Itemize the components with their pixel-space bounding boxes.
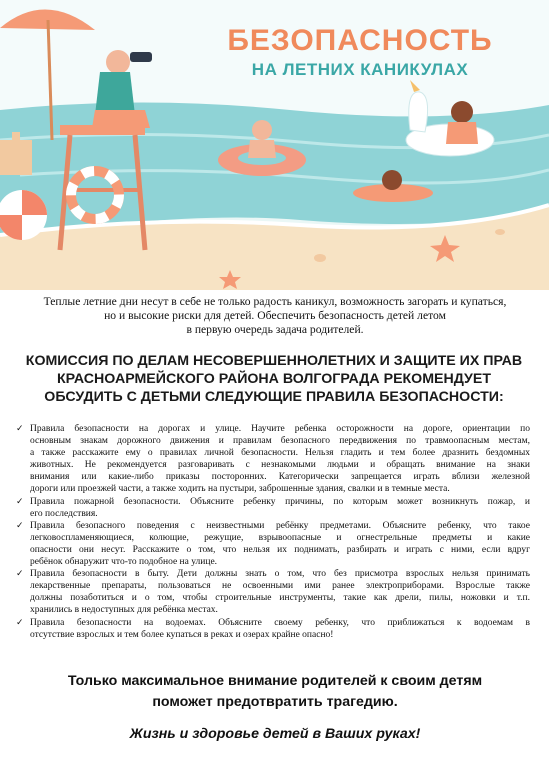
heading-line: КОМИССИЯ ПО ДЕЛАМ НЕСОВЕРШЕННОЛЕТНИХ И ЗАЩИТЕ ИХ ПРАВ [25,353,523,369]
intro-paragraph [20,295,530,337]
rule-water-safety [14,617,530,641]
rule-line: его последствия. [30,508,98,519]
checkmark-icon: ✓ [16,520,24,531]
closing-line: Только максимальное внимание родителей к своим детям [67,673,483,689]
child-on-float [451,101,473,123]
closing-message [20,671,530,713]
checkmark-icon: ✓ [16,617,24,628]
heading-line: ОБСУДИТЬ С ДЕТЬМИ СЛЕДУЮЩИЕ ПРАВИЛА БЕЗОПАСНОСТИ: [44,389,504,405]
rule-line: Правила безопасного поведения с неизвестными ребёнку предметами. Объясните ребенку, что такое [30,520,530,531]
summer-banner-illustration [0,0,549,290]
intro-line: но и высокие риски для детей. Обеспечить безопасность детей летом [104,309,446,322]
shell-icon [314,254,326,262]
rule-line: Правила безопасности в быту. Дети должны знать о том, что без присмотра взрослых нельзя принимать [30,569,530,580]
rule-line: основным знакам дорожного движения и правилам безопасного передвижения по травмоопасным местам, [30,436,530,447]
rule-home-safety [14,568,530,616]
closing-line: поможет предотвратить трагедию. [152,694,398,710]
rule-line: животных. Не рекомендуется разговаривать с незнакомыми людьми и обращать внимание на знаки [30,460,530,471]
rule-line: а также расскажите ему о правилах личной безопасности. Нельзя гладить и тем более дразнить бездомных [30,448,530,459]
checkmark-icon: ✓ [16,569,24,580]
rule-line: ребёнок обнаружит что-то подобное на улице. [30,557,218,568]
child-swimmer [252,120,272,140]
binoculars-icon [130,52,152,62]
rule-line: легковоспламеняющиеся, колющие, режущие, взрывоопасные и огнестрельные предметы и какие [30,532,530,543]
commission-heading [14,352,534,406]
heading-line: КРАСНОАРМЕЙСКОГО РАЙОНА ВОЛГОГРАДА РЕКОМЕНДУЕТ [57,371,491,387]
rule-line: внимания или какие-либо приказы посторонних. Категорически запрещается играть вблизи железной [30,472,530,483]
lifeguard-person [106,50,130,74]
rule-line: отсутствие взрослых и тем более купаться в реках и озерах крайне опасно! [30,629,334,640]
rule-line: Правила пожарной безопасности. Объясните ребенку причины, по которым может возникнуть пожар, и [30,496,530,507]
rule-line: Правила безопасности на дорогах и улице. Научите ребенка осторожности на дороге, ориентации по [30,424,530,434]
checkmark-icon: ✓ [16,496,24,507]
closing-slogan: Жизнь и здоровье детей в Ваших руках! [129,726,421,742]
rule-line: опасности они несут. Расскажите о том, что нельзя их поднимать, разбирать и играть с ними, если вдруг [30,544,530,555]
rule-line: должны позаботиться и о том, чтобы строительные инструменты, такие как дрели, пилы, ножовки и т.п. [30,593,530,604]
banner-title: БЕЗОПАСНОСТЬ [227,24,493,57]
intro-line: в первую очередь задача родителей. [186,323,364,336]
rule-road-safety [14,423,530,496]
rule-fire-safety [14,496,530,520]
rule-line: Правила безопасности на водоемах. Объясните своему ребенку, что приближаться к водоемам в [30,617,530,628]
intro-line: Теплые летние дни несут в себе не только радость каникул, возможность загорать и купаться, [43,295,507,308]
banner-subtitle: НА ЛЕТНИХ КАНИКУЛАХ [251,60,469,79]
rule-line: лекарственные препараты, пользоваться не освоенными ими ранее электроприборами. Взрослые также [30,581,530,592]
rule-line: хранились в недоступных для ребёнка местах. [30,605,218,616]
checkmark-icon: ✓ [16,424,24,434]
rule-line: дороги или проезжей части, а также ходить на пустыри, заброшенные здания, свалки и в темные места. [30,484,450,495]
rule-unknown-objects [14,520,530,568]
safety-rules-list [14,423,530,641]
